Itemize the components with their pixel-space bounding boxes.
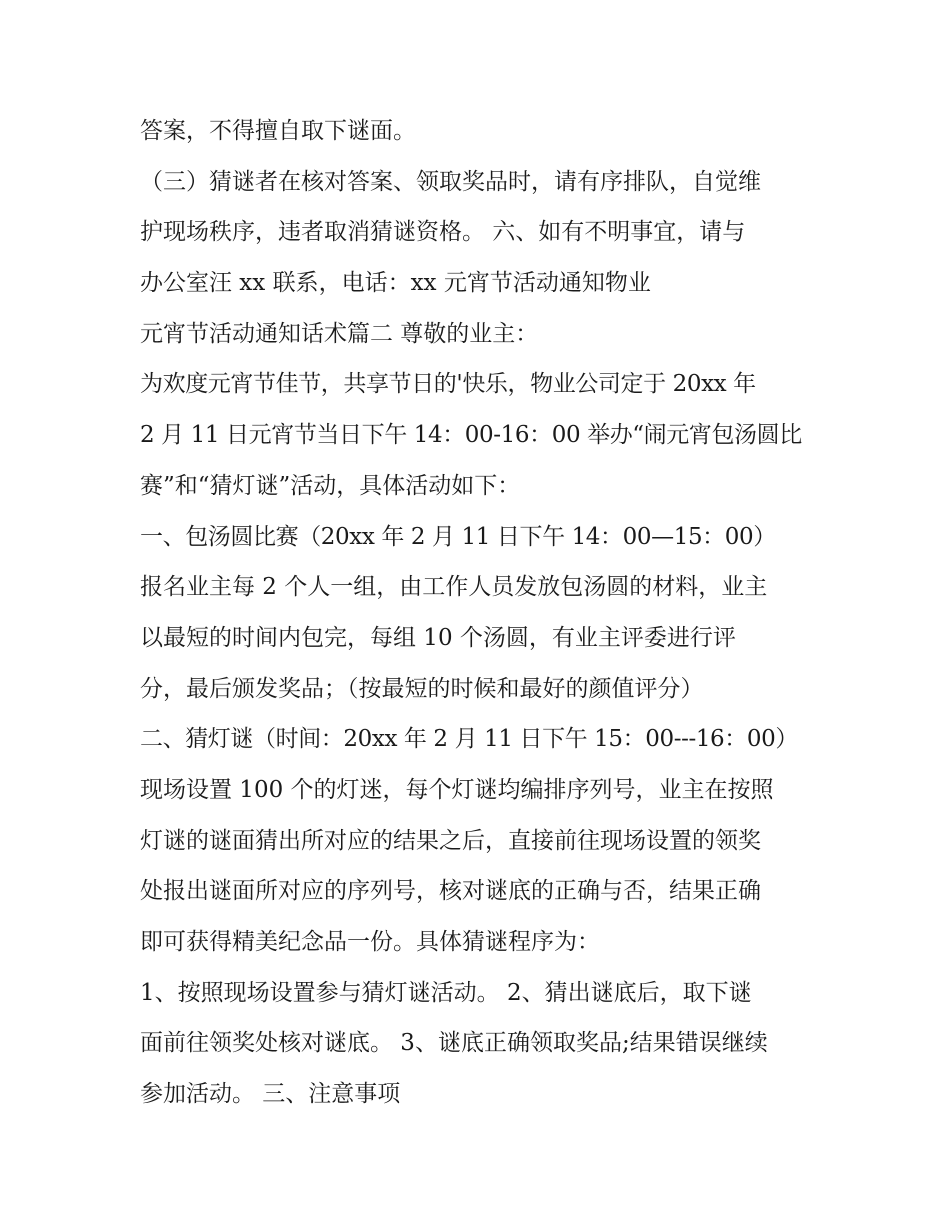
text-line: 分，最后颁发奖品；（按最短的时候和最好的颜值评分）	[140, 675, 704, 702]
text-line: 办公室汪 xx 联系，电话：xx 元宵节活动通知物业	[140, 270, 651, 297]
text-line: 灯谜的谜面猜出所对应的结果之后，直接前往现场设置的领奖	[140, 827, 761, 854]
text-line: 一、包汤圆比赛（20xx 年 2 月 11 日下午 14：00—15：00）	[140, 523, 776, 550]
text-line: 参加活动。 三、注意事项	[140, 1081, 401, 1108]
text-line: 1、按照现场设置参与猜灯谜活动。 2、猜出谜底后，取下谜	[140, 979, 752, 1006]
text-line: 以最短的时间内包完，每组 10 个汤圆，有业主评委进行评	[140, 624, 736, 651]
text-line: 答案，不得擅自取下谜面。	[140, 118, 416, 144]
text-line: 护现场秩序，违者取消猜谜资格。 六、如有不明事宜，请与	[140, 219, 746, 246]
text-line: 二、猜灯谜（时间：20xx 年 2 月 11 日下午 15：00---16：00）	[140, 726, 798, 753]
text-line: 报名业主每 2 个人一组，由工作人员发放包汤圆的材料，业主	[140, 574, 768, 601]
text-line: 处报出谜面所对应的序列号，核对谜底的正确与否，结果正确	[140, 878, 761, 905]
text-line: 现场设置 100 个的灯迷，每个灯谜均编排序列号，业主在按照	[140, 776, 774, 803]
document-body	[140, 106, 830, 1120]
text-line: 元宵节活动通知话术篇二 尊敬的业主：	[140, 320, 539, 347]
text-line: （三）猜谜者在核对答案、领取奖品时，请有序排队，自觉维	[140, 168, 761, 195]
text-line: 面前往领奖处核对谜底。 3、谜底正确领取奖品;结果错误继续	[140, 1030, 768, 1057]
text-line: 即可获得精美纪念品一份。具体猜谜程序为：	[140, 929, 600, 955]
text-line: 为欢度元宵节佳节，共享节日的'快乐，物业公司定于 20xx 年	[140, 371, 756, 398]
text-line: 赛”和“猜灯谜”活动，具体活动如下：	[140, 472, 521, 499]
text-line: 2 月 11 日元宵节当日下午 14：00-16：00 举办“闹元宵包汤圆比	[140, 422, 802, 449]
